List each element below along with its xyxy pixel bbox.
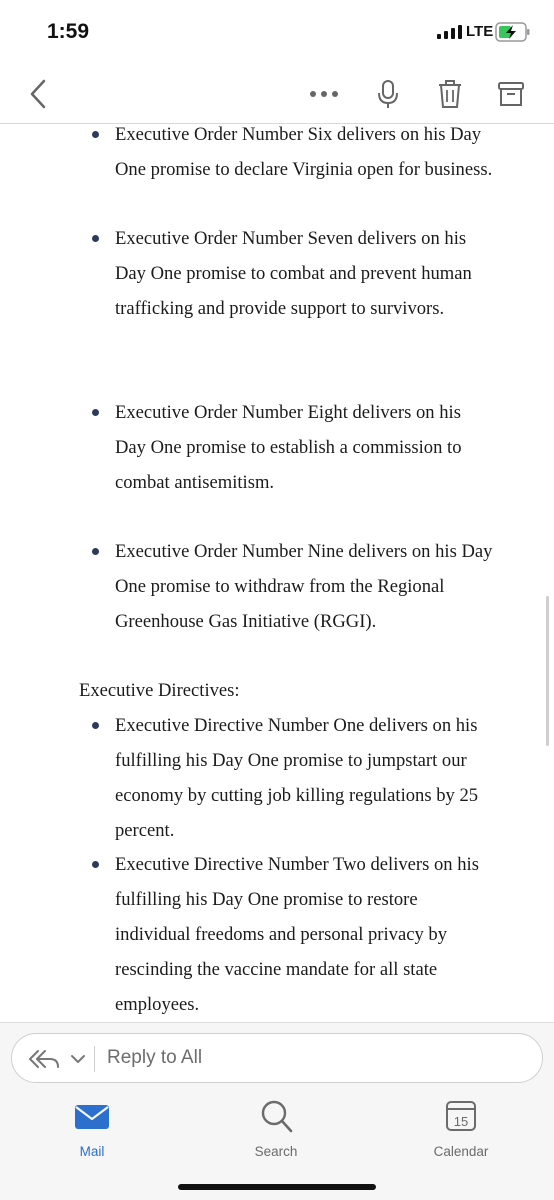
calendar-date: 15	[453, 1114, 469, 1129]
archive-icon	[497, 80, 525, 108]
archive-button[interactable]	[490, 74, 532, 114]
message-toolbar	[0, 66, 554, 124]
microphone-icon	[376, 79, 400, 109]
section-heading: Executive Directives:	[79, 680, 240, 701]
dictate-button[interactable]	[367, 74, 409, 114]
reply-placeholder[interactable]: Reply to All	[107, 1047, 203, 1068]
search-icon	[256, 1098, 296, 1134]
battery-charging-icon	[495, 21, 531, 43]
home-indicator[interactable]	[178, 1184, 376, 1190]
list-item: Executive Directive Number One delivers on his fulfilling his Day One promise to jumpstart our economy by cutting job killing regulations by 25 percent.	[115, 708, 495, 848]
mail-icon	[72, 1098, 112, 1134]
more-icon	[309, 90, 339, 98]
tab-mail[interactable]	[37, 1098, 147, 1160]
back-button[interactable]	[17, 74, 59, 114]
scrollbar-thumb[interactable]	[546, 596, 549, 746]
list-item: Executive Directive Number Two delivers on his fulfilling his Day One promise to restore individual freedoms and personal privacy by rescinding the vaccine mandate for all state employees.	[115, 847, 495, 1022]
list-item: Executive Order Number Six delivers on his Day One promise to declare Virginia open for business.	[115, 124, 495, 187]
list-item: Executive Order Number Nine delivers on his Day One promise to withdraw from the Regional Greenhouse Gas Initiative (RGGI).	[115, 534, 495, 639]
network-type: LTE	[466, 23, 494, 40]
divider	[94, 1046, 95, 1072]
tab-label: Mail	[79, 1144, 105, 1159]
reply-bar	[0, 1022, 554, 1090]
tab-search[interactable]	[221, 1098, 331, 1160]
status-time: 1:59	[47, 20, 90, 43]
tab-calendar[interactable]	[406, 1098, 516, 1160]
more-button[interactable]	[303, 74, 345, 114]
message-body	[0, 124, 554, 1022]
reply-all-icon[interactable]	[26, 1047, 88, 1071]
delete-button[interactable]	[429, 74, 471, 114]
signal-icon	[437, 25, 463, 39]
calendar-icon	[441, 1098, 481, 1134]
back-chevron-icon	[27, 79, 49, 109]
status-bar	[0, 0, 554, 66]
tab-label: Search	[254, 1144, 298, 1159]
list-item: Executive Order Number Eight delivers on his Day One promise to establish a commission to combat antisemitism.	[115, 395, 495, 500]
reply-field[interactable]	[11, 1033, 543, 1083]
list-item: Executive Order Number Seven delivers on his Day One promise to combat and prevent human trafficking and provide support to survivors.	[115, 221, 495, 326]
trash-icon	[437, 79, 463, 109]
tab-label: Calendar	[433, 1144, 489, 1159]
